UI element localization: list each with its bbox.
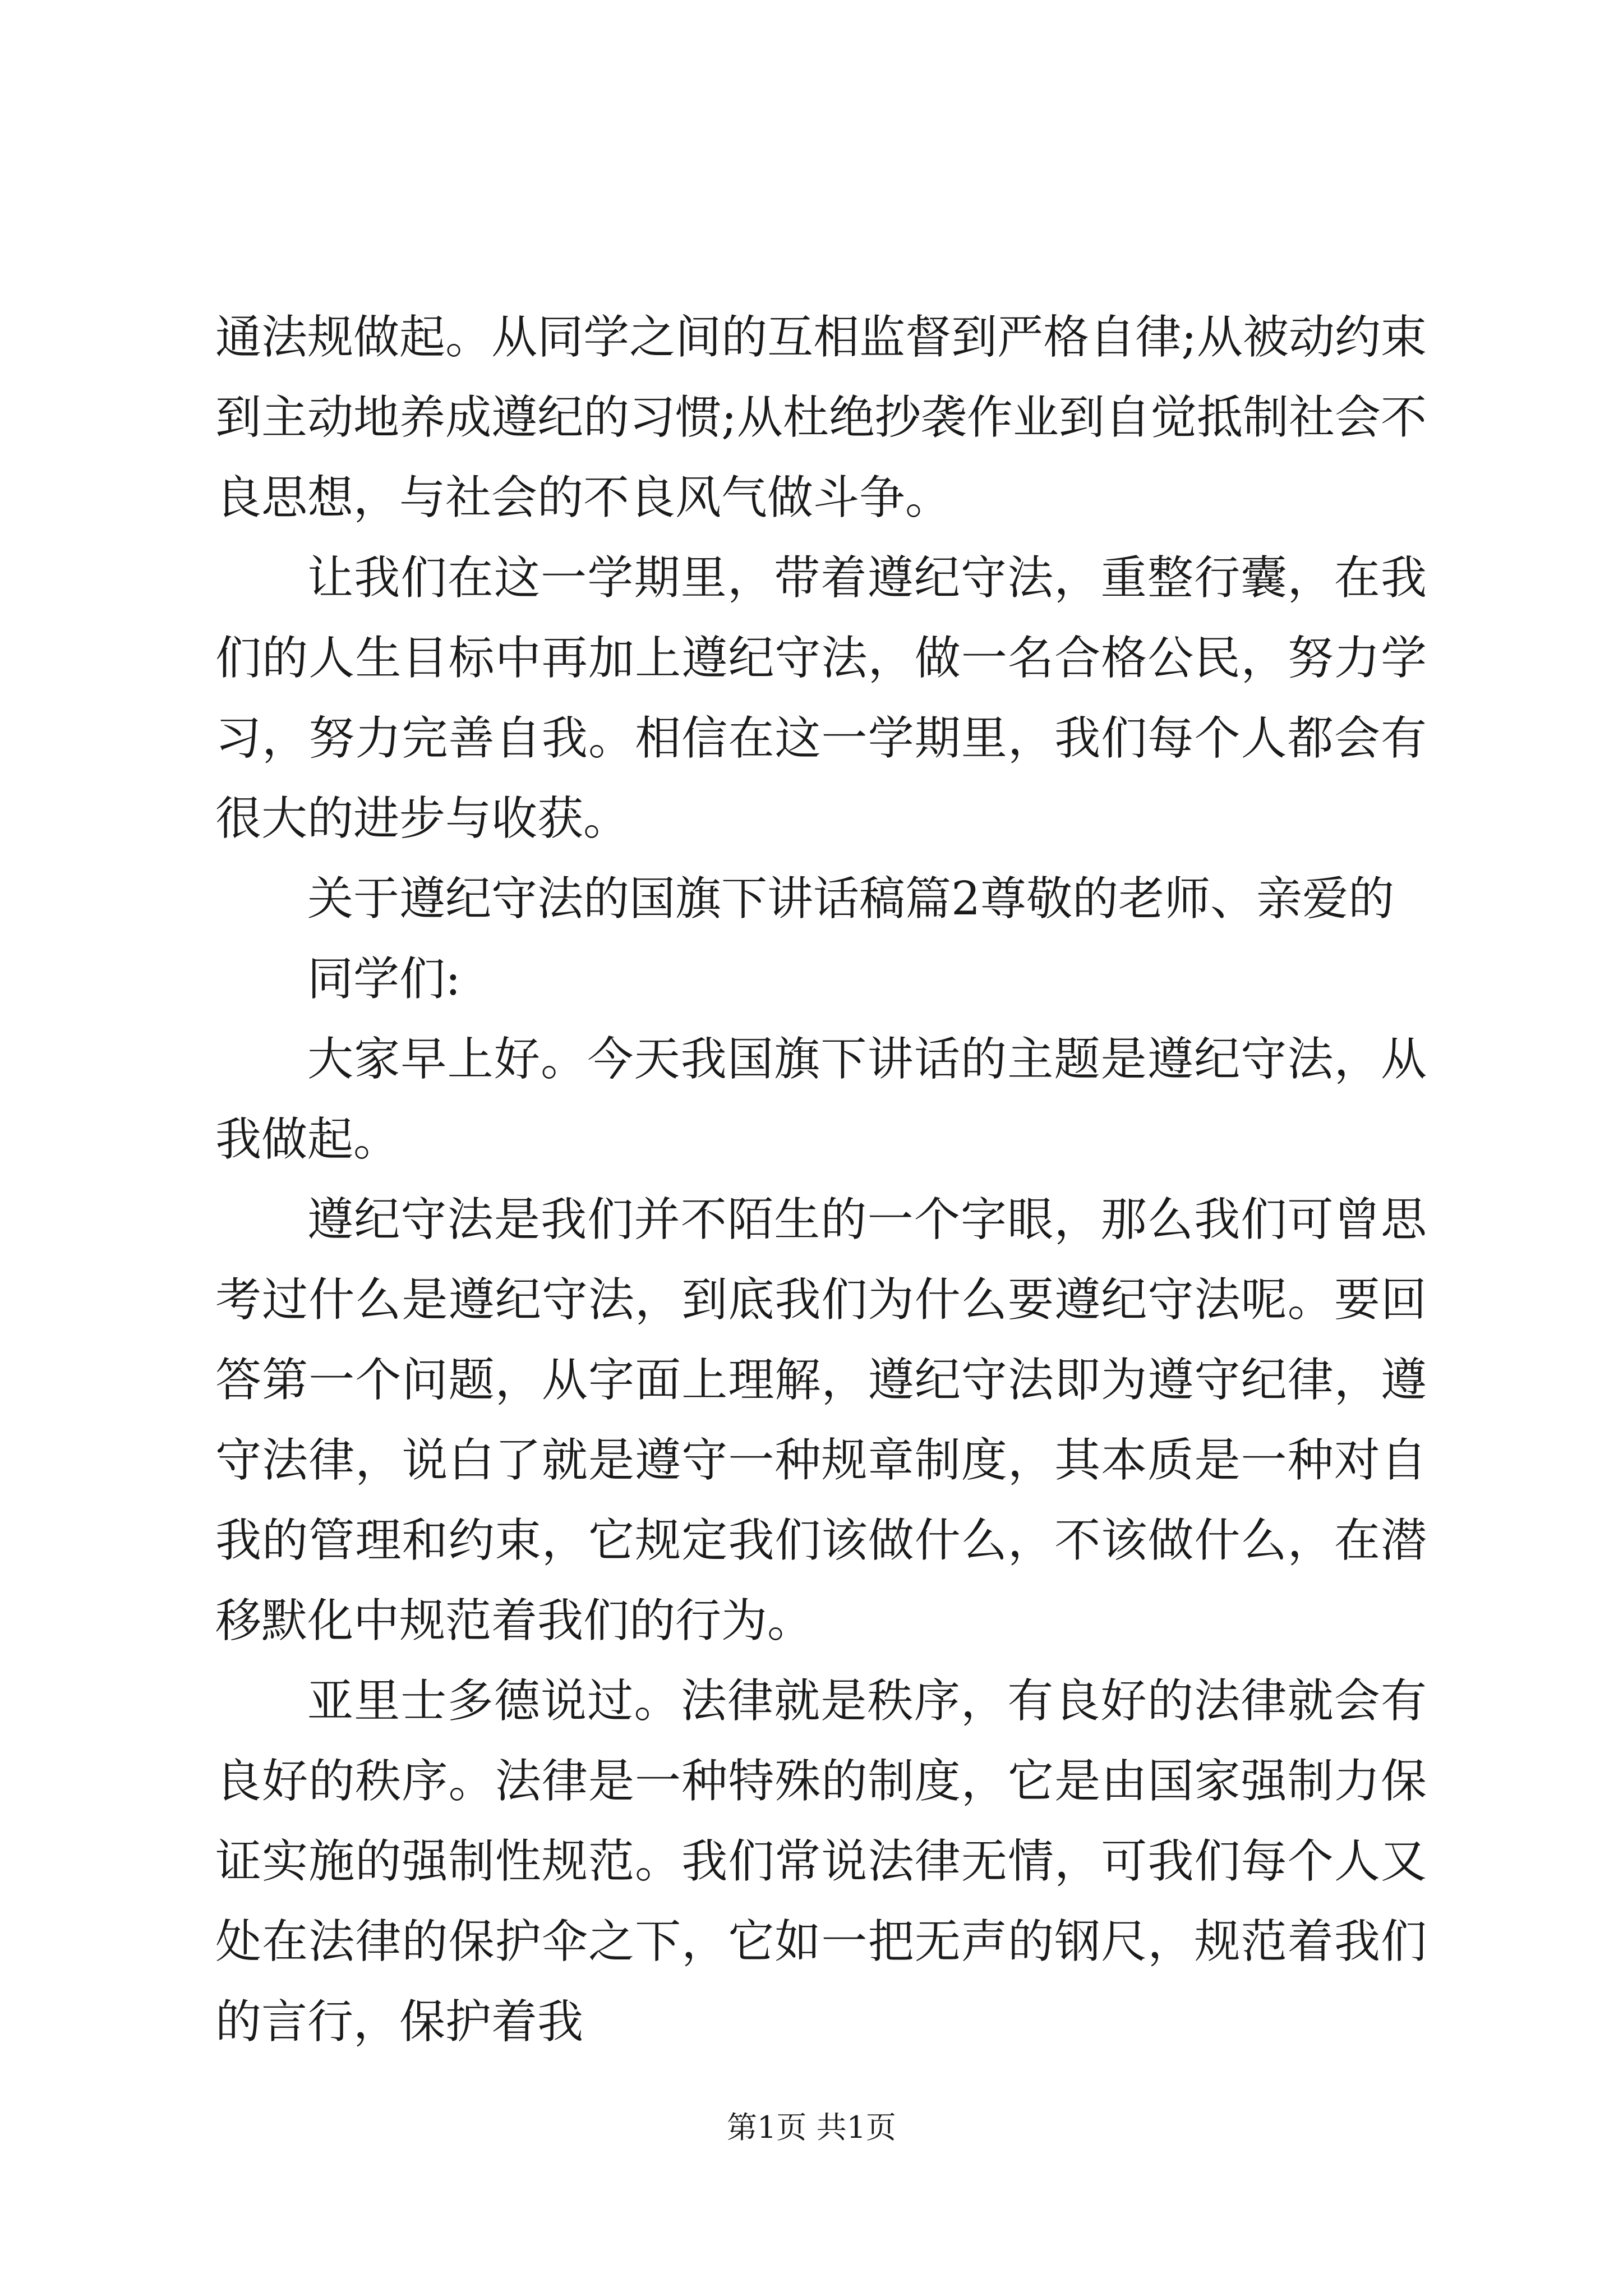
paragraph-6: 遵纪守法是我们并不陌生的一个字眼，那么我们可曾思考过什么是遵纪守法，到底我们为什么要遵纪守法呢。要回答第一个问题，从字面上理解，遵纪守法即为遵守纪律，遵守法律，说白了就是遵守一种规章制度，其本质是一种对自我的管理和约束，它规定我们该做什么，不该做什么，在潜移默化中规范着我们的行为。 (215, 1193, 1427, 1648)
paragraph-5: 大家早上好。今天我国旗下讲话的主题是遵纪守法，从我做起。 (215, 1033, 1427, 1166)
document-body (215, 297, 1427, 2062)
paragraph-4: 同学们: (307, 953, 461, 1006)
paragraph-1: 通法规做起。从同学之间的互相监督到严格自律;从被动约束到主动地养成遵纪的习惯;从杜绝抄袭作业到自觉抵制社会不良思想，与社会的不良风气做斗争。 (215, 311, 1427, 524)
page-footer: 第1页 共1页 (727, 2110, 896, 2145)
paragraph-2: 让我们在这一学期里，带着遵纪守法，重整行囊，在我们的人生目标中再加上遵纪守法，做一名合格公民，努力学习，努力完善自我。相信在这一学期里，我们每个人都会有很大的进步与收获。 (215, 551, 1427, 845)
paragraph-7: 亚里士多德说过。法律就是秩序，有良好的法律就会有良好的秩序。法律是一种特殊的制度，它是由国家强制力保证实施的强制性规范。我们常说法律无情，可我们每个人又处在法律的保护伞之下，它如一把无声的钢尺，规范着我们的言行，保护着我 (215, 1674, 1427, 2049)
paragraph-3: 关于遵纪守法的国旗下讲话稿篇2尊敬的老师、亲爱的 (307, 872, 1395, 926)
